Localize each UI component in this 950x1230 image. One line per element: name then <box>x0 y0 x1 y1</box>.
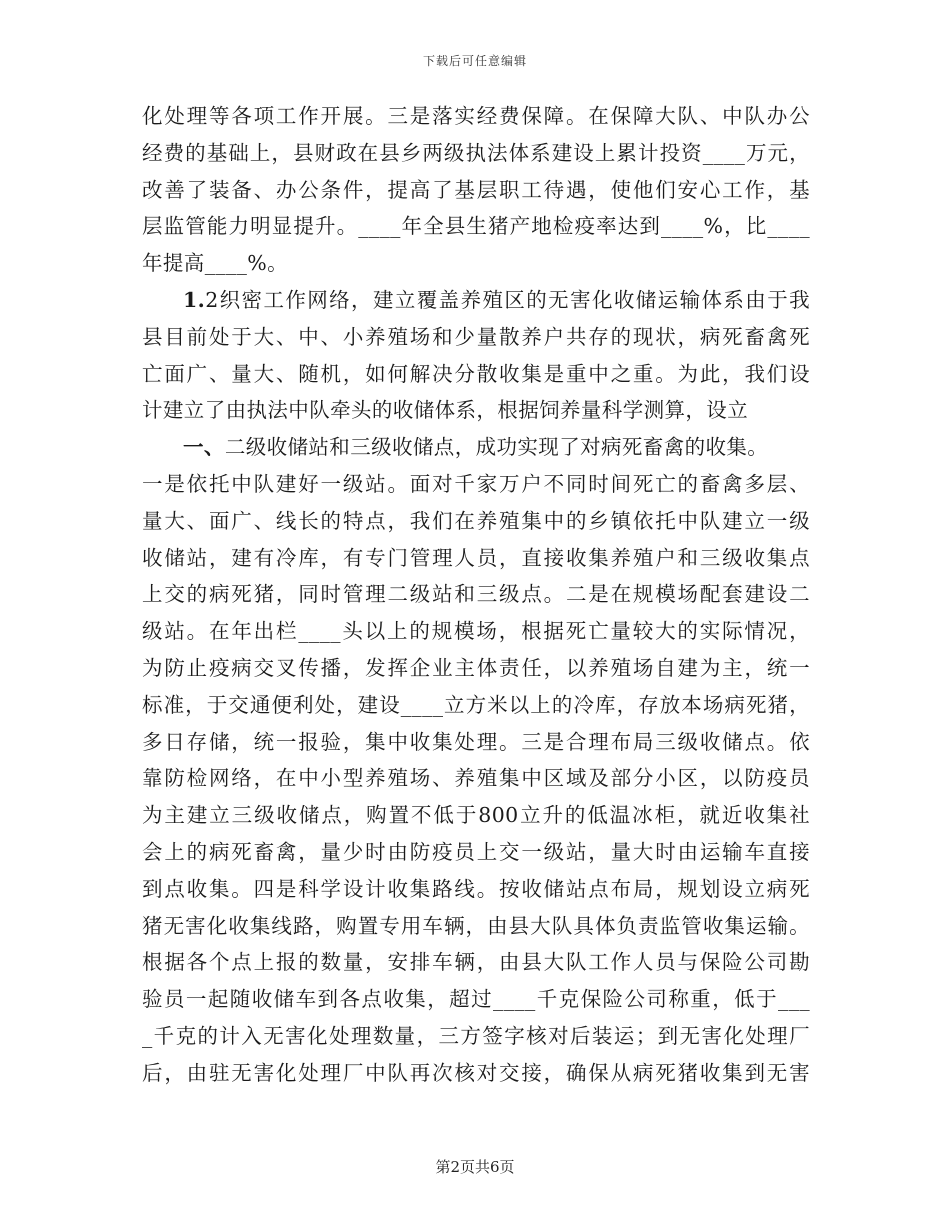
text-line: 根据各个点上报的数量，安排车辆，由县大队工作人员与保险公司勘 <box>142 950 810 975</box>
text-line: 亡面广、量大、随机，如何解决分散收集是重中之重。为此，我们设 <box>142 361 810 386</box>
text-span: 2织密工作网络，建立覆盖养殖区的无害化收储运输体系由于我 <box>205 287 810 312</box>
text-line: 一是依托中队建好一级站。面对千家万户不同时间死亡的畜禽多层、 <box>142 471 810 496</box>
text-line: 化处理等各项工作开展。三是落实经费保障。在保障大队、中队办公 <box>142 104 810 128</box>
section-heading: 一、 <box>183 435 225 460</box>
text-line: 标准，于交通便利处，建设____立方米以上的冷库，存放本场病死猪， <box>142 692 810 717</box>
text-line <box>142 1092 810 1129</box>
text-line: 会上的病死畜禽，量少时由防疫员上交一级站，量大时由运输车直接 <box>142 839 810 864</box>
section-number: 1. <box>183 287 206 312</box>
text-line: _千克的计入无害化处理数量，三方签字核对后装运；到无害化处理厂 <box>142 1023 810 1048</box>
text-line: 年提高____%。 <box>142 251 289 276</box>
text-span: 二级收储站和三级收储点，成功实现了对病死畜禽的收集。 <box>224 435 769 460</box>
text-line: 层监管能力明显提升。____年全县生猪产地检疫率达到____%，比____ <box>142 214 810 239</box>
text-line: 上交的病死猪，同时管理二级站和三级点。二是在规模场配套建设二 <box>142 582 810 607</box>
page-footer: 第2页共6页 <box>435 1158 515 1176</box>
text-line <box>142 282 810 319</box>
document-body <box>142 98 810 1128</box>
text-line: 多日存储，统一报验，集中收集处理。三是合理布局三级收储点。依 <box>142 729 810 754</box>
text-line: 为主建立三级收储点，购置不低于800立升的低温冰柜，就近收集社 <box>142 803 810 828</box>
text-line: 级站。在年出栏____头以上的规模场，根据死亡量较大的实际情况， <box>142 619 810 644</box>
text-line: 猪无害化收集线路，购置专用车辆，由县大队具体负责监管收集运输。 <box>142 913 810 938</box>
text-line: 后，由驻无害化处理厂中队再次核对交接，确保从病死猪收集到无害 <box>142 1060 810 1085</box>
text-line <box>142 429 810 466</box>
text-line: 到点收集。四是科学设计收集路线。按收储站点布局，规划设立病死 <box>142 876 810 901</box>
text-line: 计建立了由执法中队牵头的收储体系，根据饲养量科学测算，设立 <box>142 398 749 423</box>
text-line: 为防止疫病交叉传播，发挥企业主体责任，以养殖场自建为主，统一 <box>142 655 810 680</box>
text-line: 经费的基础上，县财政在县乡两级执法体系建设上累计投资____万元， <box>142 140 810 165</box>
page-header: 下载后可任意编辑 <box>422 54 527 68</box>
text-line: 收储站，建有冷库，有专门管理人员，直接收集养殖户和三级收集点 <box>142 545 810 570</box>
text-line: 靠防检网络，在中小型养殖场、养殖集中区域及部分小区，以防疫员 <box>142 766 810 791</box>
text-line: 改善了装备、办公条件，提高了基层职工待遇，使他们安心工作，基 <box>142 177 810 202</box>
text-line: 验员一起随收储车到各点收集，超过____千克保险公司称重，低于___ <box>142 987 810 1012</box>
text-line: 县目前处于大、中、小养殖场和少量散养户共存的现状，病死畜禽死 <box>142 324 810 349</box>
text-line: 量大、面广、线长的特点，我们在养殖集中的乡镇依托中队建立一级 <box>142 508 810 533</box>
